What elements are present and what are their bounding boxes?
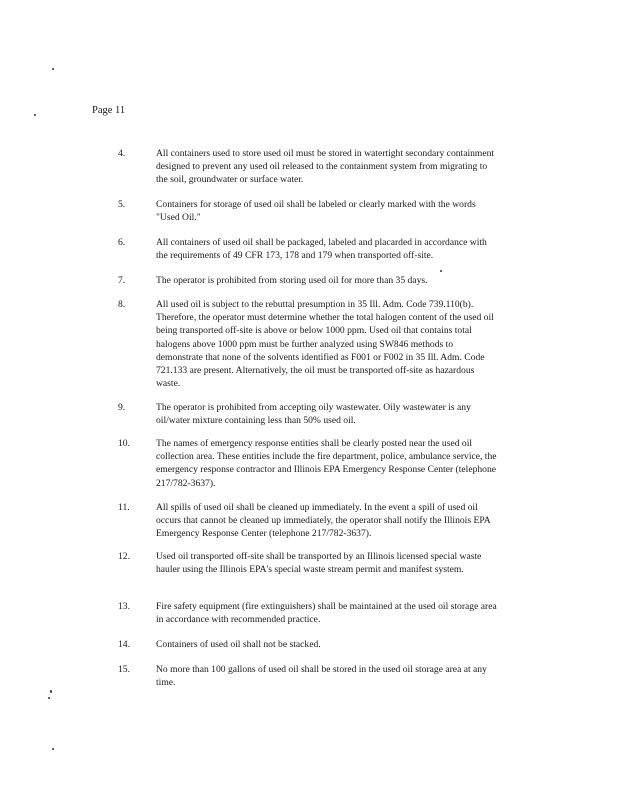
item-number: 8.	[118, 299, 126, 310]
condition-item-9	[118, 401, 498, 427]
condition-item-7	[118, 274, 498, 287]
condition-item-8	[118, 298, 498, 390]
item-text: All used oil is subject to the rebuttal presumption in 35 Ill. Adm. Code 739.110(b). Therefore, the operator must determine whether the total halogen content of the used oil being transported off-site is above or below 1000 ppm. Used oil that contains total halogens above 1000 ppm must be further analyzed using SW846 methods to demonstrate that none of the solvents identified as F001 or F002 in 35 Ill. Adm. Code 721.133 are present. Alternatively, the oil must be transported off-site as hazardous waste.	[156, 299, 494, 390]
scan-speck	[50, 690, 52, 693]
scan-speck	[52, 748, 54, 750]
condition-item-10	[118, 437, 498, 490]
condition-item-13	[118, 600, 498, 626]
item-number: 5.	[118, 199, 126, 210]
item-number: 12.	[118, 551, 130, 562]
item-number: 15.	[118, 664, 130, 675]
item-text: The names of emergency response entities shall be clearly posted near the used oil collection area. These entities include the fire department, police, ambulance service, the emergency response contractor and Illinois EPA Emergency Response Center (telephone 217/782-3637).	[156, 438, 497, 489]
item-number: 11.	[118, 502, 130, 513]
item-number: 13.	[118, 601, 130, 612]
scan-speck	[34, 114, 36, 116]
item-number: 9.	[118, 402, 126, 413]
item-number: 14.	[118, 639, 130, 650]
condition-item-4	[118, 147, 498, 187]
condition-item-5	[118, 198, 498, 224]
item-text: All containers of used oil shall be packaged, labeled and placarded in accordance with the requirements of 49 CFR 173, 178 and 179 when transported off-site.	[156, 237, 487, 262]
item-text: Containers for storage of used oil shall be labeled or clearly marked with the words "Used Oil."	[156, 199, 476, 224]
condition-item-11	[118, 501, 498, 541]
scan-speck	[440, 270, 442, 272]
item-number: 7.	[118, 275, 126, 286]
item-text: Used oil transported off-site shall be transported by an Illinois licensed special waste hauler using the Illinois EPA's special waste stream permit and manifest system.	[156, 551, 482, 576]
condition-item-6	[118, 236, 498, 262]
condition-item-12	[118, 550, 498, 576]
item-text: No more than 100 gallons of used oil shall be stored in the used oil storage area at any time.	[156, 664, 487, 689]
item-number: 10.	[118, 438, 130, 449]
condition-item-14	[118, 638, 498, 651]
item-number: 6.	[118, 237, 126, 248]
scan-speck	[48, 697, 50, 699]
scan-speck	[52, 68, 54, 70]
item-text: All spills of used oil shall be cleaned up immediately. In the event a spill of used oil occurs that cannot be cleaned up immediately, the operator shall notify the Illinois EPA Emergency Response Center (telephone 217/782-3637).	[156, 502, 491, 540]
item-text: The operator is prohibited from storing used oil for more than 35 days.	[156, 275, 428, 286]
item-text: Containers of used oil shall not be stacked.	[156, 639, 321, 650]
condition-item-15	[118, 663, 498, 689]
page-number-header: Page 11	[92, 105, 126, 116]
item-text: All containers used to store used oil must be stored in watertight secondary containment designed to prevent any used oil released to the containment system from migrating to the soil, groundwater or surface water.	[156, 148, 495, 186]
item-number: 4.	[118, 148, 126, 159]
item-text: The operator is prohibited from accepting oily wastewater. Oily wastewater is any oil/water mixture containing less than 50% used oil.	[156, 402, 471, 427]
item-text: Fire safety equipment (fire extinguishers) shall be maintained at the used oil storage area in accordance with recommended practice.	[156, 601, 497, 626]
